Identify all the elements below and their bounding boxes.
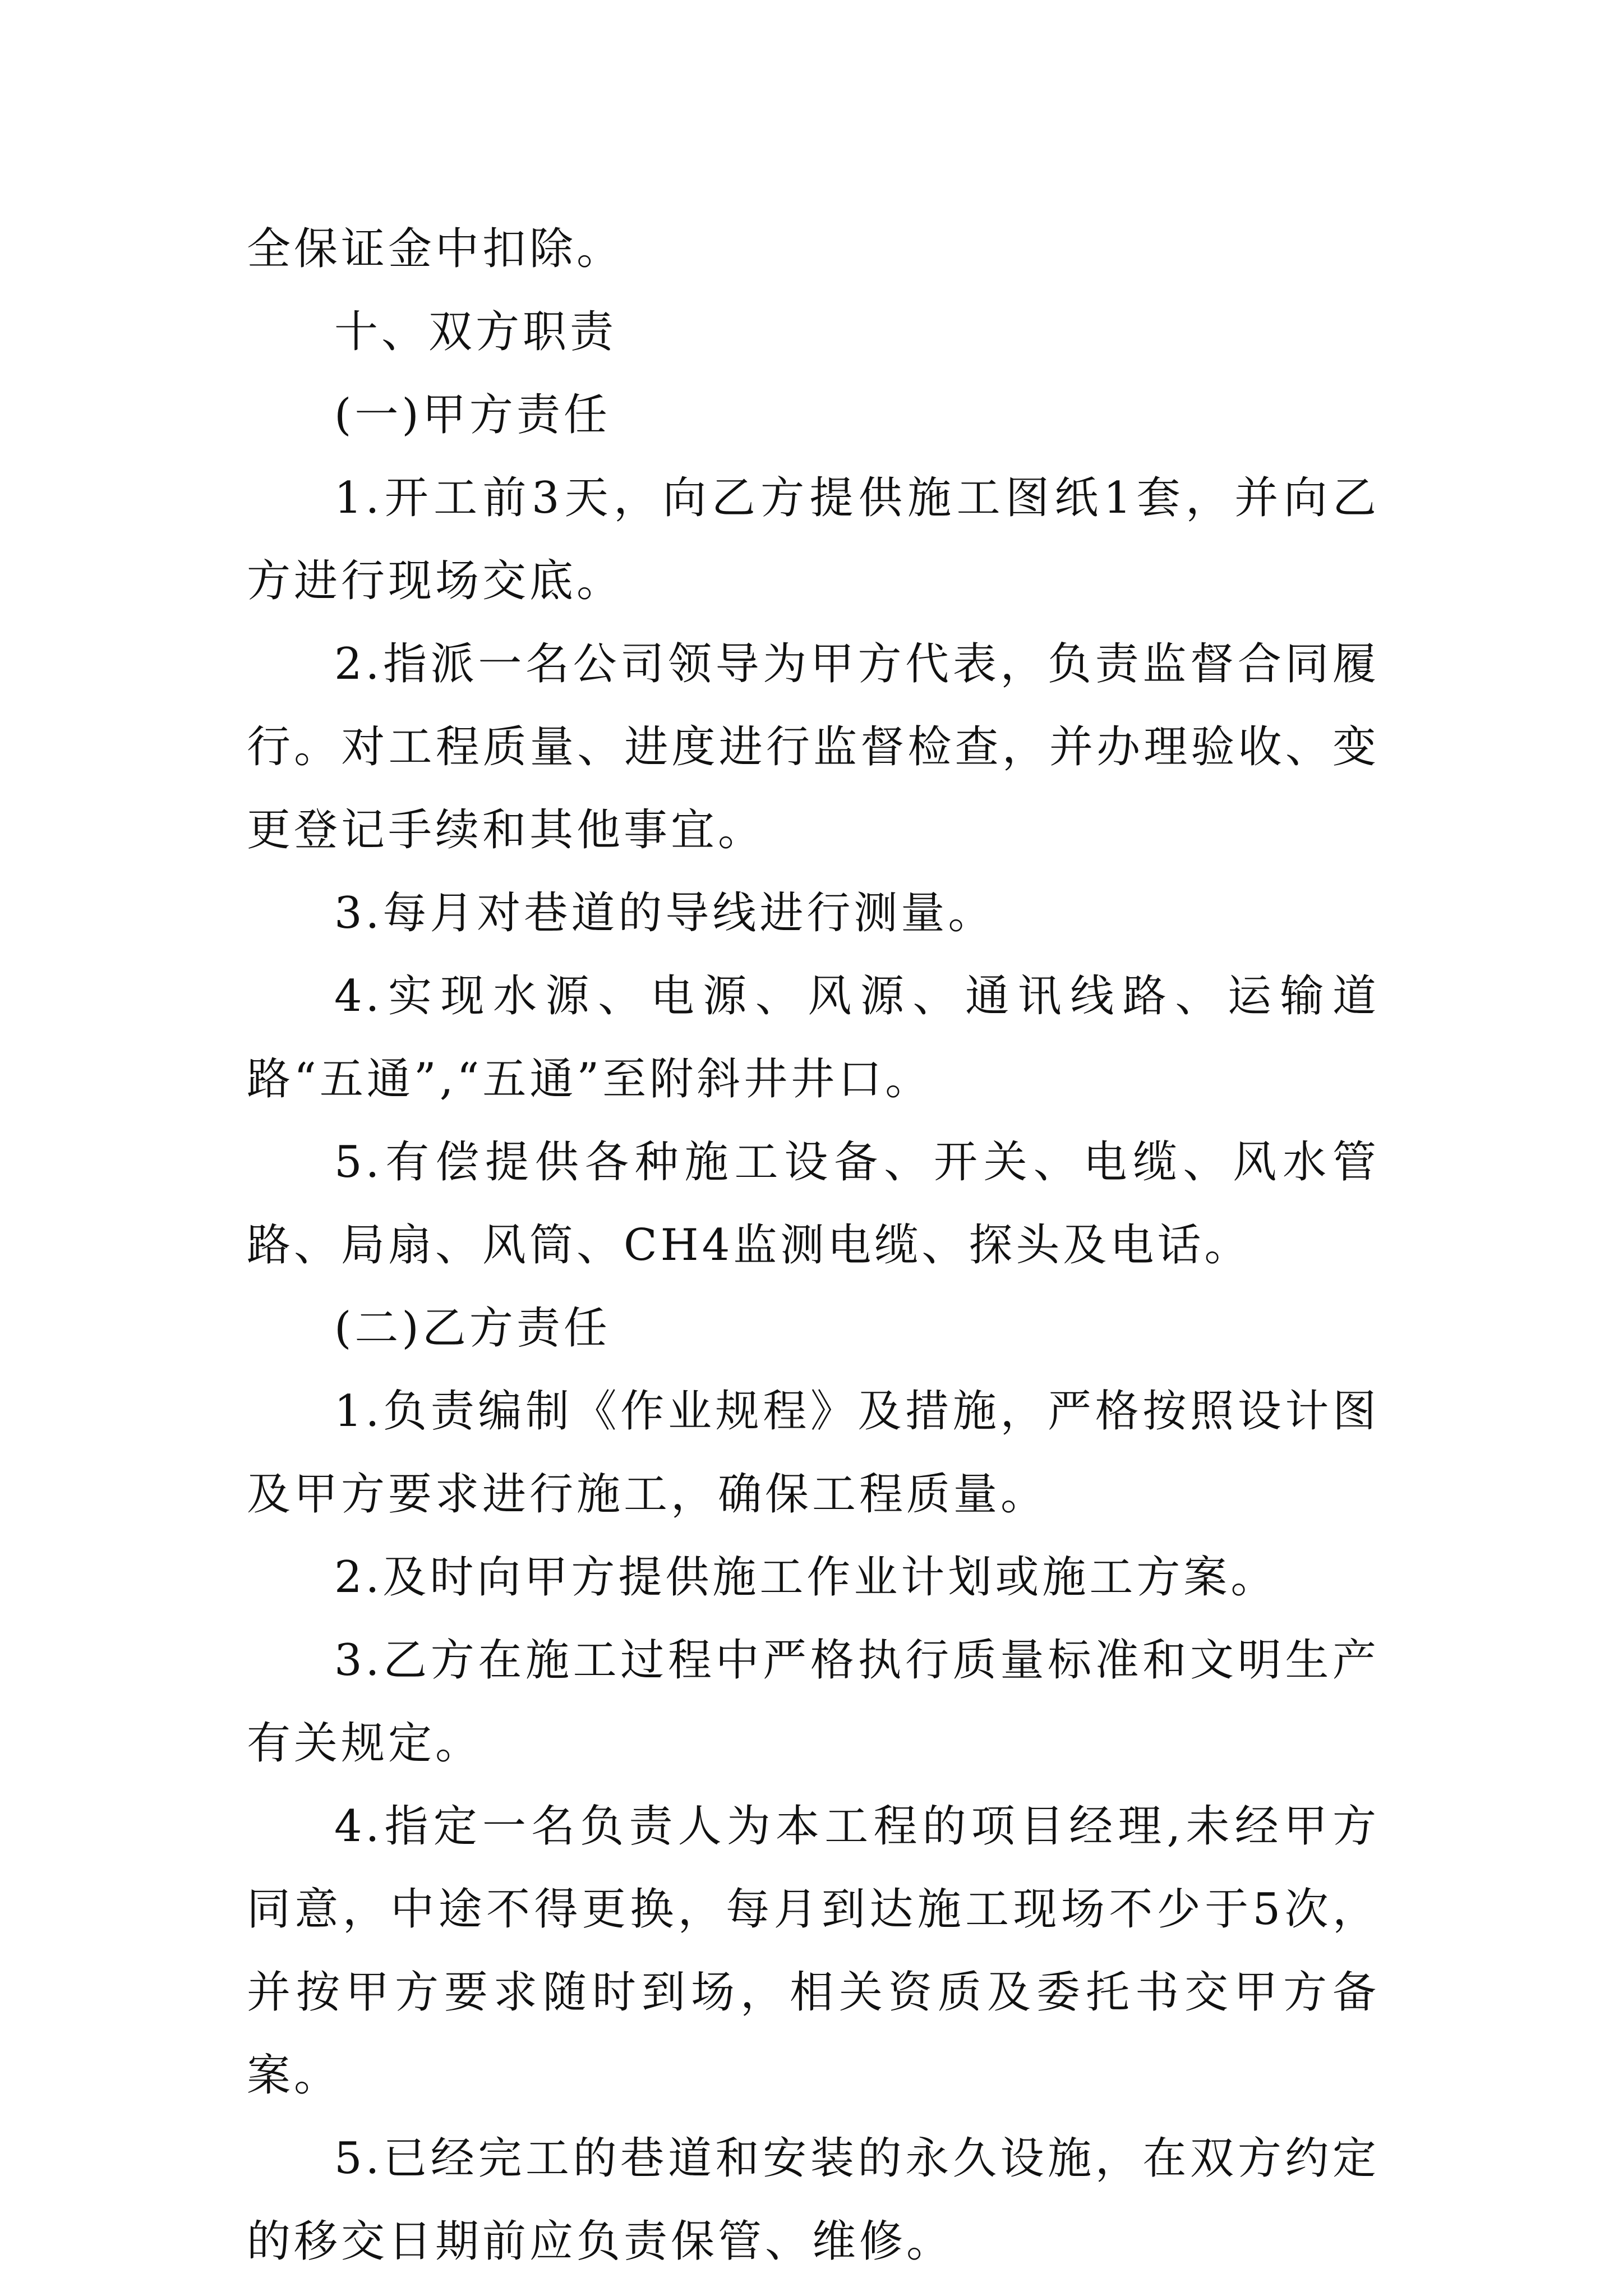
document-body xyxy=(247,208,1380,2283)
party-b-item-5: 5.已经完工的巷道和安装的永久设施，在双方约定的移交日期前应负责保管、维修。 xyxy=(247,2133,1380,2267)
paragraph-continuation: 全保证金中扣除。 xyxy=(247,224,624,274)
party-a-item-5: 5.有偿提供各种施工设备、开关、电缆、风水管路、局扇、风筒、CH4监测电缆、探头及电话。 xyxy=(247,1137,1380,1271)
party-b-item-4: 4.指定一名负责人为本工程的项目经理,未经甲方同意，中途不得更换，每月到达施工现场不少于5次，并按甲方要求随时到场，相关资质及委托书交甲方备案。 xyxy=(247,1801,1380,2101)
party-b-item-1: 1.负责编制《作业规程》及措施，严格按照设计图及甲方要求进行施工，确保工程质量。 xyxy=(247,1386,1380,1520)
party-b-item-3: 3.乙方在施工过程中严格执行质量标准和文明生产有关规定。 xyxy=(247,1635,1380,1769)
party-a-item-3: 3.每月对巷道的导线进行测量。 xyxy=(334,888,995,938)
party-a-item-1: 1.开工前3天，向乙方提供施工图纸1套，并向乙方进行现场交底。 xyxy=(247,473,1380,606)
subsection-heading-party-b: (二)乙方责任 xyxy=(334,1303,611,1354)
subsection-heading-party-a: (一)甲方责任 xyxy=(334,390,611,440)
section-heading-responsibilities: 十、双方职责 xyxy=(334,307,617,357)
party-b-item-2: 2.及时向甲方提供施工作业计划或施工方案。 xyxy=(334,1552,1278,1603)
party-a-item-2: 2.指派一名公司领导为甲方代表，负责监督合同履行。对工程质量、进度进行监督检查，并办理验收、变更登记手续和其他事宜。 xyxy=(247,639,1380,855)
party-a-item-4: 4.实现水源、电源、风源、通讯线路、运输道路“五通”,“五通”至附斜井井口。 xyxy=(247,971,1380,1105)
